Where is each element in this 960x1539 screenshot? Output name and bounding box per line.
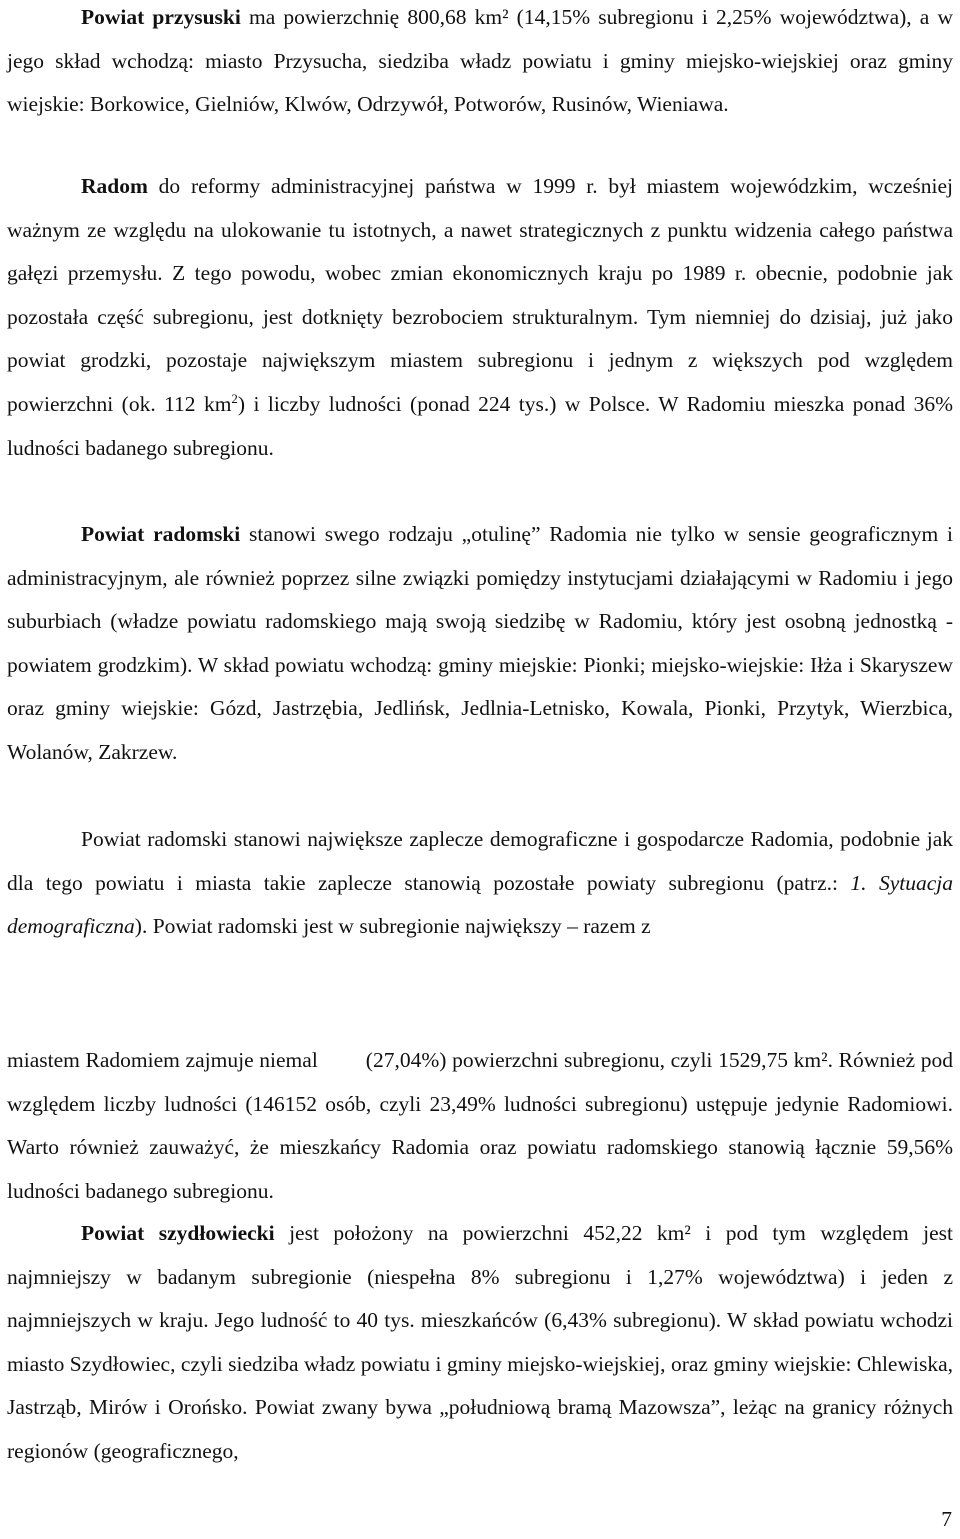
paragraph-powiat-radomski: [7, 513, 953, 775]
paragraph-radom-area: [7, 1039, 953, 1213]
bold-term: Powiat radomski: [81, 522, 241, 546]
paragraph-text: jest położony na powierzchni 452,22 km² i pod tym względem jest najmniejszy w badanym subregionie (niespełna 8% subregionu i 1,27% województwa) i jeden z najmniejszych w kraju. Jego ludność to 40 tys. mieszkańców (6,43% subregionu). W skład powiatu wchodzi miasto Szydłowiec, czyli siedziba władz powiatu i gminy miejsko-wiejskiej, oraz gminy wiejskie: Chlewiska, Jastrząb, Mirów i Orońsko. Powiat zwany bywa „południową bramą Mazowsza”, leżąc na granicy różnych regionów (geograficznego,: [7, 1221, 953, 1463]
paragraph-text: ma powierzchnię 800,68 km² (14,15% subregionu i 2,25% województwa), a w jego skład wchodzą: miasto Przysucha, siedziba władz powiatu i gminy miejsko-wiejskiej oraz gminy wiejskie: Borkowice, Gielniów, Klwów, Odrzywół, Potworów, Rusinów, Wieniawa.: [7, 5, 953, 117]
paragraph-text: Powiat radomski stanowi największe zaplecze demograficzne i gospodarcze Radomia, podobnie jak dla tego powiatu i miasta takie zaplecze stanowią pozostałe powiaty subregionu (patrz.:: [7, 827, 953, 895]
paragraph-text: stanowi swego rodzaju „otulinę” Radomia nie tylko w sensie geograficznym i administracyjnym, ale również poprzez silne związki pomiędzy instytucjami działającymi w Radomiu i jego suburbiach (władze powiatu radomskiego mają swoją siedzibę w Radomiu, który jest osobną jednostką - powiatem grodzkim). W skład powiatu wchodzą: gminy miejskie: Pionki; miejsko-wiejskie: Iłża i Skaryszew oraz gminy wiejskie: Gózd, Jastrzębia, Jedlińsk, Jedlnia-Letnisko, Kowala, Pionki, Przytyk, Wierzbica, Wolanów, Zakrzew.: [7, 522, 953, 764]
paragraph-text: (27,04%) powierzchni subregionu, czyli 1529,75 km². Również pod względem liczby ludności (146152 osób, czyli 23,49% ludności subregionu) ustępuje jedynie Radomiowi. Warto również zauważyć, że mieszkańcy Radomia oraz powiatu radomskiego stanowią łącznie 59,56% ludności badanego subregionu.: [7, 1048, 953, 1203]
bold-term: Powiat szydłowiecki: [81, 1221, 275, 1245]
paragraph-text: ). Powiat radomski jest w subregionie największy – razem z: [134, 914, 651, 939]
paragraph-text: miastem Radomiem zajmuje niemal: [7, 1048, 318, 1072]
paragraph-radom: [7, 165, 953, 470]
paragraph-text: ) i liczby ludności (ponad 224 tys.) w Polsce. W Radomiu mieszka ponad 36% ludności badanego subregionu.: [7, 391, 953, 460]
bold-term: Radom: [81, 174, 148, 198]
bold-term: Powiat przysuski: [81, 5, 241, 29]
paragraph-powiat-przysuski: [7, 0, 953, 127]
italic-reference: 1. Sytuacja demograficzna: [7, 870, 953, 939]
paragraph-powiat-szydlowiecki: [7, 1212, 953, 1474]
paragraph-text: do reformy administracyjnej państwa w 1999 r. był miastem wojewódzkim, wcześniej ważnym ze względu na ulokowanie tu istotnych, a nawet strategicznych z punktu widzenia całego państwa gałęzi przemysłu. Z tego powodu, wobec zmian ekonomicznych kraju po 1989 r. obecnie, podobnie jak pozostała część subregionu, jest dotknięty bezrobociem strukturalnym. Tym niemniej do dzisiaj, już jako powiat grodzki, pozostaje największym miastem subregionu i jednym z większych pod względem powierzchni (ok. 112 km: [7, 174, 953, 416]
paragraph-zaplecze: [7, 818, 953, 949]
superscript: 2: [231, 390, 238, 406]
page-number: 7: [941, 1507, 952, 1531]
